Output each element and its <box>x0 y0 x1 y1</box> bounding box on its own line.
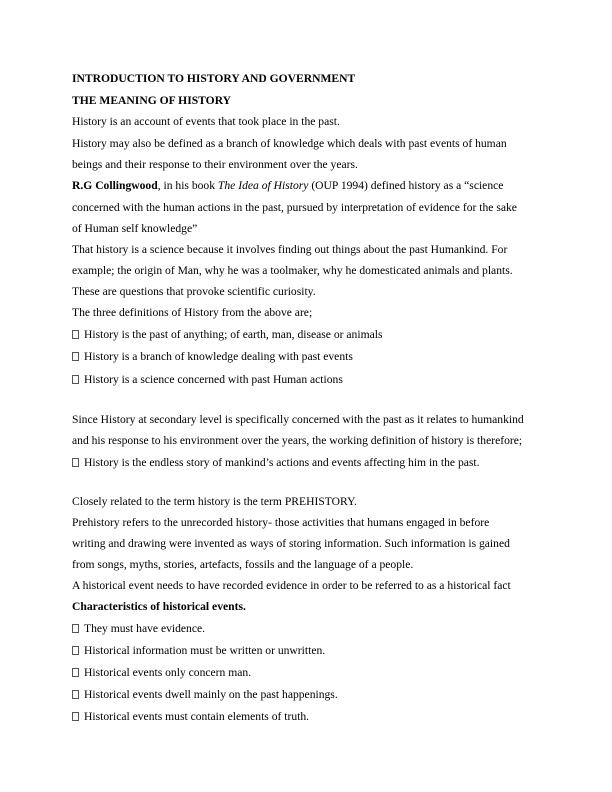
book-title: The Idea of History <box>217 179 309 192</box>
prehistory-line-3: writing and drawing were invented as ways of storing information. Such information is gained <box>72 537 510 550</box>
list-item: Historical events only concern man. <box>72 666 251 680</box>
bullet-box-icon <box>72 375 79 384</box>
bullet-box-icon <box>72 690 79 699</box>
section-heading-meaning: THE MEANING OF HISTORY <box>72 94 232 107</box>
list-item: History is the past of anything; of earth, man, disease or animals <box>72 328 382 342</box>
science-line-1: That history is a science because it involves finding out things about the past Humankind. For <box>72 243 508 256</box>
bullet-box-icon <box>72 458 79 467</box>
collingwood-line-1 <box>72 179 503 193</box>
paragraph-definition: History is an account of events that took place in the past. <box>72 115 340 128</box>
secondary-line-1: Since History at secondary level is specifically concerned with the past as it relates to humankind <box>72 413 524 426</box>
bullet-box-icon <box>72 646 79 655</box>
characteristics-heading: Characteristics of historical events. <box>72 600 246 613</box>
list-item: They must have evidence. <box>72 622 205 636</box>
science-line-2: example; the origin of Man, why he was a toolmaker, why he domesticated animals and plants. <box>72 264 513 277</box>
list-item: History is a branch of knowledge dealing with past events <box>72 350 353 364</box>
prehistory-line-4: from songs, myths, stories, artefacts, fossils and the language of a people. <box>72 558 414 571</box>
bullet-box-icon <box>72 624 79 633</box>
list-item: Historical events dwell mainly on the past happenings. <box>72 688 338 702</box>
collingwood-text-2: (OUP 1994) defined history as a “science <box>308 179 504 192</box>
bullet-box-icon <box>72 668 79 677</box>
three-definitions-intro: The three definitions of History from the above are; <box>72 306 313 319</box>
list-item: Historical information must be written or unwritten. <box>72 644 325 658</box>
secondary-line-2: and his response to his environment over the years, the working definition of history is therefore; <box>72 434 523 447</box>
paragraph-branch-line-2: beings and their response to their environment over the years. <box>72 158 358 171</box>
prehistory-line-5: A historical event needs to have recorded evidence in order to be referred to as a historical fact <box>72 579 511 592</box>
prehistory-line-1: Closely related to the term history is the term PREHISTORY. <box>72 495 357 508</box>
prehistory-line-2: Prehistory refers to the unrecorded history- those activities that humans engaged in before <box>72 516 490 529</box>
paragraph-branch-line-1: History may also be defined as a branch of knowledge which deals with past events of human <box>72 137 507 150</box>
list-item: History is the endless story of mankind’s actions and events affecting him in the past. <box>72 456 480 470</box>
collingwood-line-3: of Human self knowledge” <box>72 222 198 235</box>
science-line-3: These are questions that provoke scientific curiosity. <box>72 285 316 298</box>
collingwood-line-2: concerned with the human actions in the past, pursued by interpretation of evidence for the sake <box>72 201 517 214</box>
list-item: Historical events must contain elements of truth. <box>72 710 309 724</box>
collingwood-text-1: , in his book <box>157 179 218 192</box>
bullet-box-icon <box>72 352 79 361</box>
document-title: INTRODUCTION TO HISTORY AND GOVERNMENT <box>72 72 356 85</box>
bullet-box-icon <box>72 330 79 339</box>
bullet-box-icon <box>72 712 79 721</box>
list-item: History is a science concerned with past Human actions <box>72 373 343 387</box>
author-name: R.G Collingwood <box>72 179 158 192</box>
